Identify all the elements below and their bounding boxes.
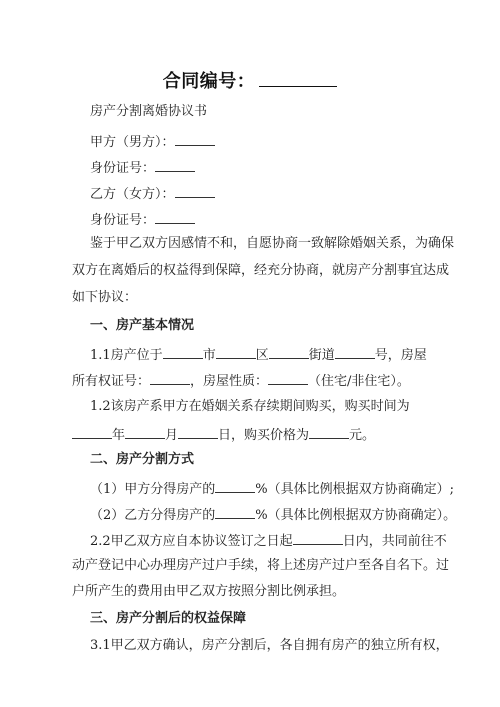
clause-1-2-text-c: 月 bbox=[165, 428, 179, 443]
clause-3-1-line-1 bbox=[90, 637, 449, 655]
party-b-blank bbox=[175, 183, 215, 198]
section-2-heading-text: 二、房产分割方式 bbox=[90, 452, 195, 467]
clause-1-2-line-1 bbox=[90, 398, 428, 416]
clause-1-1-line-1 bbox=[90, 344, 428, 365]
city-blank bbox=[163, 344, 203, 359]
number-blank bbox=[335, 344, 375, 359]
clause-1-2-text-a: 1.2该房产系甲方在婚姻关系存续期间购买，购买时间为 bbox=[90, 399, 410, 414]
section-2-heading bbox=[90, 451, 428, 469]
party-a-share-blank bbox=[215, 478, 255, 493]
street-blank bbox=[269, 344, 309, 359]
clause-1-1-text-e: 号，房屋 bbox=[374, 348, 427, 363]
clause-2-2-line-2 bbox=[72, 557, 450, 575]
contract-number-blank bbox=[259, 68, 337, 87]
id-b-label: 身份证号： bbox=[90, 213, 156, 228]
clause-1-2-line-2 bbox=[72, 424, 428, 445]
clause-3-1-text-a: 3.1甲乙双方确认，房产分割后，各自拥有房产的独立所有权， bbox=[90, 638, 449, 653]
contract-number-title bbox=[0, 68, 500, 95]
section-3-heading bbox=[90, 610, 428, 628]
section-1-heading bbox=[90, 317, 428, 335]
id-b-blank bbox=[155, 209, 195, 224]
district-blank bbox=[216, 344, 256, 359]
party-b-share-blank bbox=[215, 504, 255, 519]
clause-1-2-text-b: 年 bbox=[112, 428, 126, 443]
party-b-label: 乙方（女方）： bbox=[90, 187, 175, 202]
id-a-blank bbox=[155, 157, 195, 172]
document-subtitle bbox=[90, 103, 428, 121]
clause-1-2-text-e: 元。 bbox=[349, 428, 376, 443]
property-type-blank bbox=[268, 370, 308, 385]
subtitle-text: 房产分割离婚协议书 bbox=[90, 104, 208, 119]
clause-2-2-text-a: 2.2甲乙双方应自本协议签订之日起 bbox=[90, 534, 293, 549]
clause-2-1-1-text-a: （1）甲方分得房产的 bbox=[90, 482, 216, 497]
id-a-line bbox=[90, 157, 428, 178]
year-blank bbox=[72, 424, 112, 439]
clause-1-1-text-c: 区 bbox=[255, 348, 269, 363]
clause-2-1-1 bbox=[90, 478, 455, 499]
price-blank bbox=[309, 424, 349, 439]
section-1-heading-text: 一、房产基本情况 bbox=[90, 318, 195, 333]
clause-2-2-text-b: 日内，共同前往不 bbox=[342, 534, 447, 549]
clause-2-2-line-1 bbox=[90, 530, 447, 551]
intro-line-2 bbox=[72, 262, 450, 280]
clause-2-1-1-text-b: %（具体比例根据双方协商确定）; bbox=[255, 482, 455, 497]
clause-2-2-line-3 bbox=[72, 583, 428, 601]
clause-1-1-text-a: 1.1房产位于 bbox=[90, 348, 163, 363]
section-3-heading-text: 三、房产分割后的权益保障 bbox=[90, 611, 247, 626]
clause-1-1-line-2 bbox=[72, 370, 428, 391]
intro-line-3 bbox=[72, 289, 428, 307]
clause-2-2-text-d: 户所产生的费用由甲乙双方按照分割比例承担。 bbox=[72, 584, 346, 599]
day-blank bbox=[178, 424, 218, 439]
intro-text-1: 鉴于甲乙双方因感情不和，自愿协商一致解除婚姻关系，为确保 bbox=[90, 236, 455, 251]
certificate-number-blank bbox=[150, 370, 190, 385]
clause-2-2-text-c: 动产登记中心办理房产过户手续，将上述房产过户至各自名下。过 bbox=[72, 558, 450, 573]
clause-1-1-text-d: 街道 bbox=[308, 348, 335, 363]
intro-line-1 bbox=[90, 235, 455, 253]
days-blank bbox=[293, 530, 343, 545]
clause-2-1-2-text-a: （2）乙方分得房产的 bbox=[90, 508, 216, 523]
clause-1-1-text-f: 所有权证号： bbox=[72, 374, 151, 389]
clause-1-1-text-b: 市 bbox=[202, 348, 216, 363]
id-a-label: 身份证号： bbox=[90, 161, 156, 176]
contract-number-label: 合同编号： bbox=[162, 71, 256, 92]
party-a-label: 甲方（男方）： bbox=[90, 135, 175, 150]
clause-2-1-2 bbox=[90, 504, 457, 525]
clause-1-1-text-g: ，房屋性质： bbox=[190, 374, 269, 389]
party-a-line bbox=[90, 131, 428, 152]
clause-2-1-2-text-b: %（具体比例根据双方协商确定）。 bbox=[255, 508, 457, 523]
clause-1-1-text-h: （住宅/非住宅）。 bbox=[308, 374, 410, 389]
month-blank bbox=[125, 424, 165, 439]
intro-text-2: 双方在离婚后的权益得到保障，经充分协商，就房产分割事宜达成 bbox=[72, 263, 450, 278]
party-a-blank bbox=[175, 131, 215, 146]
id-b-line bbox=[90, 209, 428, 230]
clause-1-2-text-d: 日，购买价格为 bbox=[218, 428, 310, 443]
party-b-line bbox=[90, 183, 428, 204]
intro-text-3: 如下协议： bbox=[72, 290, 138, 305]
